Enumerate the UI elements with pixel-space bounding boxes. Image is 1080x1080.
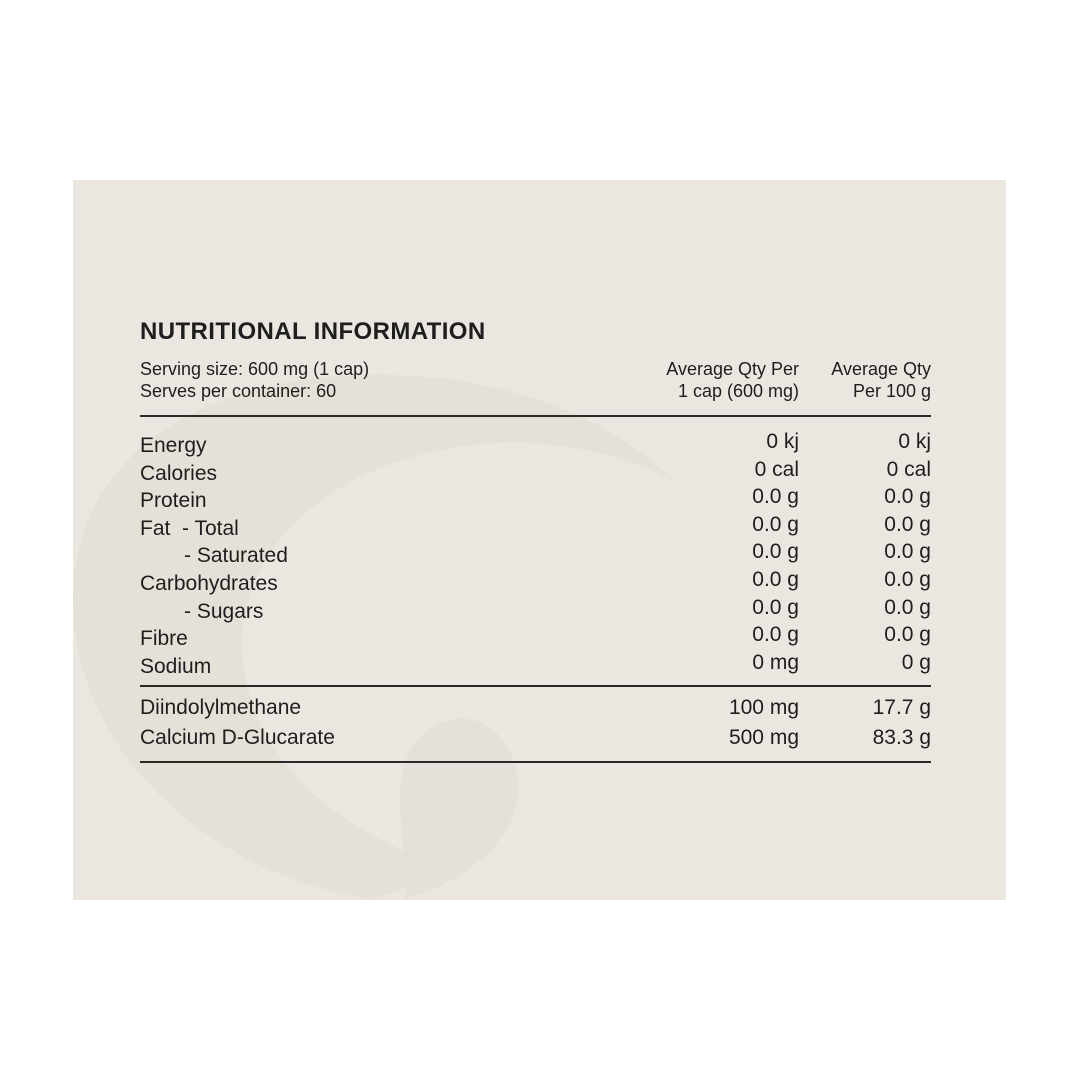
row-value-per-serving: 0.0 g <box>752 623 799 647</box>
row-value-per-serving: 0 mg <box>752 650 799 674</box>
column-header-per-serving: Average Qty Per 1 cap (600 mg) <box>666 359 799 401</box>
column-header-per-100g: Average Qty Per 100 g <box>831 359 931 401</box>
table-row <box>140 696 931 726</box>
table-row <box>140 651 931 679</box>
row-value-per-100g: 0.0 g <box>884 512 931 536</box>
row-label: Calcium D-Glucarate <box>140 726 335 749</box>
table-row <box>140 485 931 513</box>
row-value-per-serving: 0 kj <box>766 430 799 453</box>
row-label: Energy <box>140 434 207 457</box>
row-value-per-serving: 500 mg <box>728 726 799 749</box>
row-label: Protein <box>140 489 207 513</box>
divider-middle <box>140 685 931 687</box>
row-value-per-100g: 0.0 g <box>884 595 931 619</box>
row-label: Fibre <box>140 627 188 651</box>
row-value-per-100g: 0 g <box>901 650 931 674</box>
row-value-per-100g: 0 kj <box>898 430 931 453</box>
row-value-per-serving: 0.0 g <box>752 485 799 509</box>
nutrient-rows <box>140 430 931 678</box>
row-label: Calories <box>140 461 218 485</box>
table-row <box>140 568 931 596</box>
row-value-per-serving: 0 cal <box>754 457 799 481</box>
row-value-per-serving: 0.0 g <box>752 512 799 536</box>
row-value-per-serving: 0.0 g <box>752 595 799 619</box>
row-value-per-100g: 0 cal <box>886 457 931 481</box>
row-value-per-serving: 0.0 g <box>752 567 799 591</box>
page-title: NUTRITIONAL INFORMATION <box>140 318 486 345</box>
row-value-per-100g: 0.0 g <box>884 567 931 591</box>
table-row <box>140 726 931 756</box>
active-ingredient-rows <box>140 696 931 756</box>
serving-info <box>140 358 369 402</box>
divider-bottom <box>140 761 931 763</box>
table-row <box>140 513 931 541</box>
row-label: Sodium <box>140 654 212 678</box>
row-label: - Saturated <box>184 544 288 568</box>
table-row <box>140 623 931 651</box>
row-value-per-100g: 0.0 g <box>884 485 931 509</box>
row-label: Carbohydrates <box>140 571 278 595</box>
table-row <box>140 540 931 568</box>
divider-top <box>140 415 931 417</box>
row-label: Diindolylmethane <box>140 696 302 719</box>
row-value-per-100g: 0.0 g <box>884 540 931 564</box>
row-label: Fat - Total <box>140 516 239 540</box>
table-row <box>140 430 931 458</box>
row-value-per-serving: 0.0 g <box>752 540 799 564</box>
serves-per-container: Serves per container: 60 <box>140 381 337 401</box>
row-value-per-100g: 83.3 g <box>872 726 931 749</box>
row-value-per-100g: 0.0 g <box>884 623 931 647</box>
serving-size: Serving size: 600 mg (1 cap) <box>140 359 370 379</box>
table-row <box>140 458 931 486</box>
row-value-per-100g: 17.7 g <box>872 696 931 719</box>
table-row <box>140 596 931 624</box>
row-label: - Sugars <box>184 599 264 623</box>
row-value-per-serving: 100 mg <box>728 696 799 719</box>
